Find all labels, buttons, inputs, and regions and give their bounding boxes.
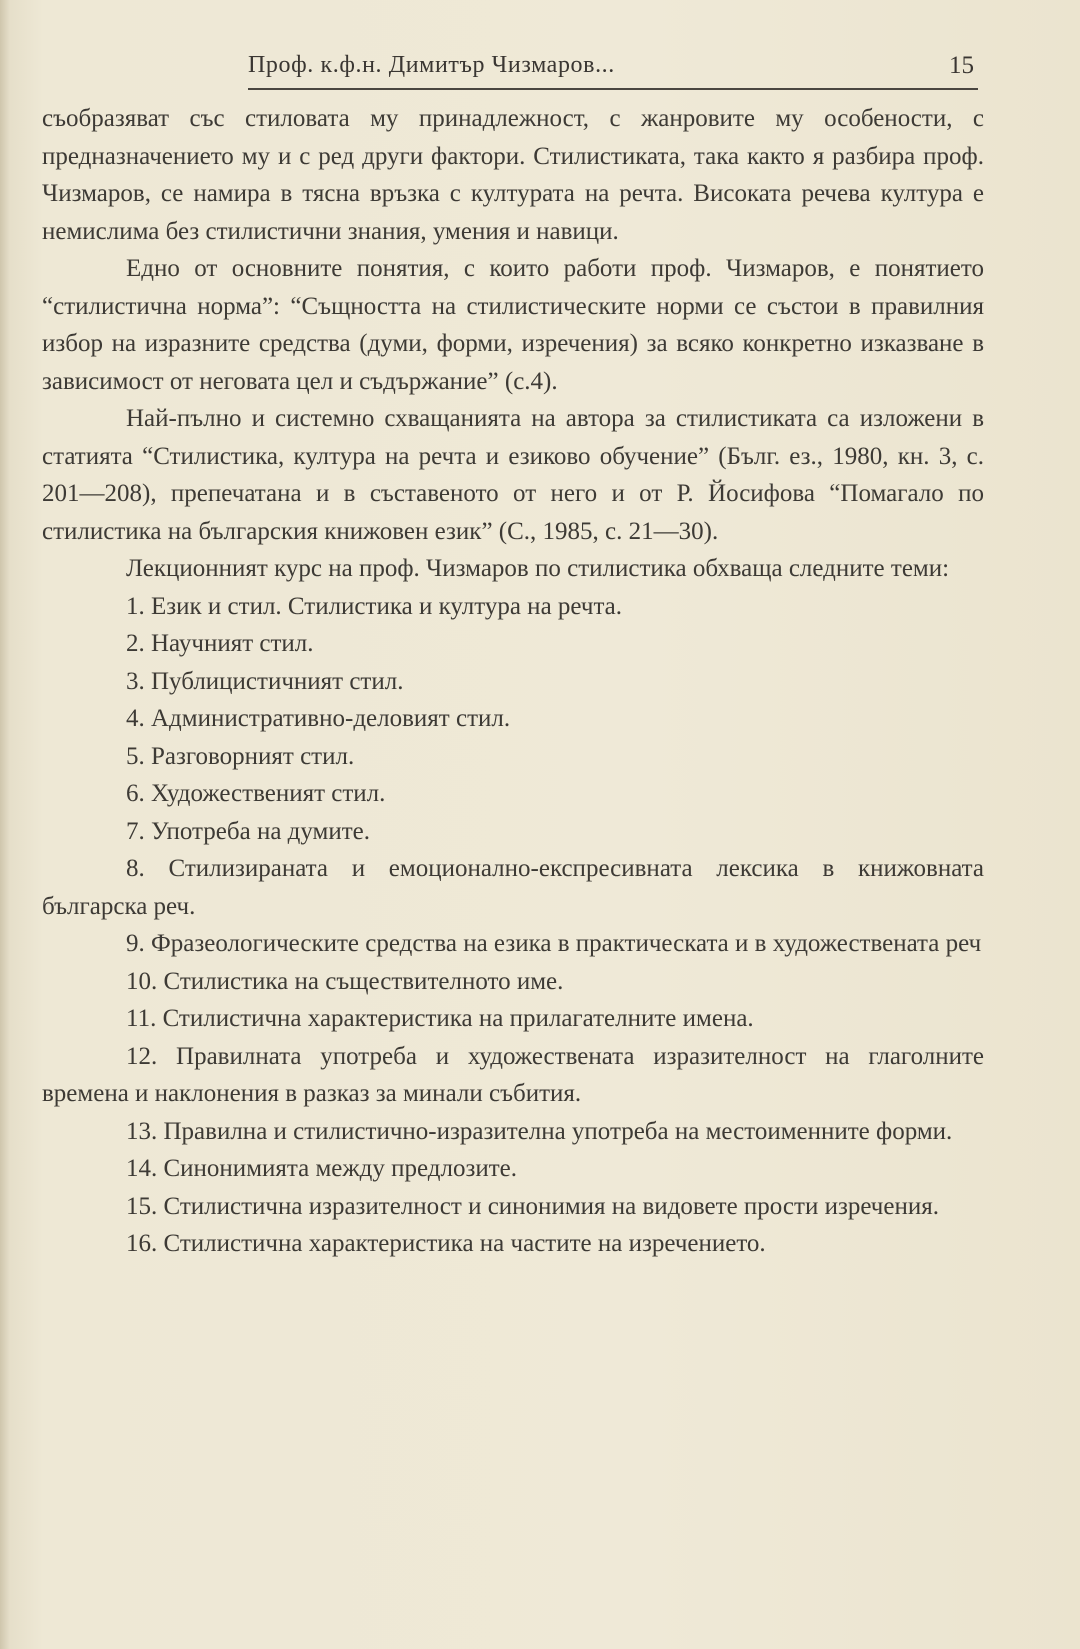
topic-item: 13. Правилна и стилистично-изразителна употреба на местоименните форми. xyxy=(126,1117,953,1145)
topic-item: 8. Стилизираната и емоционално-експресивната лексика в книжовната българска реч. xyxy=(42,855,984,920)
paragraph-stylistic-norm: Едно от основните понятия, с които работи проф. Чизмаров, е понятието “стилистична норма”: “Същността на стилистическите норми се състои в правилния избор на изразните средства (думи, форми, изречения) за всяко конкретно изказване в зависимост от неговата цел и съдържание” (с.4). xyxy=(42,255,984,395)
topic-item: 11. Стилистична характеристика на прилагателните имена. xyxy=(126,1005,754,1032)
topic-item: 9. Фразеологическите средства на езика в практическата и в художествената реч xyxy=(126,930,982,957)
topic-item: 1. Език и стил. Стилистика и култура на речта. xyxy=(126,592,623,620)
paragraph-article: Най-пълно и системно схващанията на автора за стилистиката са изложени в статията “Стилистика, култура на речта и езиково обучение” (Бълг. ез., 1980, кн. 3, с. 201—208), препечатана и в съставеното от него и от Р. Йосифова “Помагало по стилистика на българския книжовен език” (С., 1985, с. 21—30). xyxy=(42,405,984,545)
topic-item: 6. Художественият стил. xyxy=(126,780,386,807)
paragraph-course-intro: Лекционният курс на проф. Чизмаров по стилистика обхваща следните теми: xyxy=(126,555,950,582)
page-body xyxy=(42,100,984,1263)
topic-item: 16. Стилистична характеристика на частите на изречението. xyxy=(126,1230,766,1257)
page-number: 15 xyxy=(949,52,974,79)
topic-item: 12. Правилната употреба и художествената изразителност на глаголните времена и наклонения в разказ за минали събития. xyxy=(42,1042,984,1107)
paragraph-continuation: съобразяват със стиловата му принадлежност, с жанровите му особености, с предназначението му и с ред други фактори. Стилистиката, така както я разбира проф. Чизмаров, се намира в тясна връзка с културата на речта. Високата речева култура е немислима без стилистични знания, умения и навици. xyxy=(42,105,984,245)
page-spine-shadow xyxy=(0,0,10,1649)
topic-item: 10. Стилистика на съществителното име. xyxy=(126,967,564,995)
page-header xyxy=(248,52,978,90)
running-title: Проф. к.ф.н. Димитър Чизмаров... xyxy=(248,52,615,78)
topic-item: 5. Разговорният стил. xyxy=(126,742,355,770)
topic-item: 3. Публицистичният стил. xyxy=(126,667,404,695)
topic-item: 14. Синонимията между предлозите. xyxy=(126,1155,517,1182)
topic-item: 15. Стилистична изразителност и синонимия на видовете прости изречения. xyxy=(126,1192,939,1220)
topic-item: 2. Научният стил. xyxy=(126,630,314,657)
topic-item: 7. Употреба на думите. xyxy=(126,817,371,845)
topic-item: 4. Административно-деловият стил. xyxy=(126,705,511,732)
